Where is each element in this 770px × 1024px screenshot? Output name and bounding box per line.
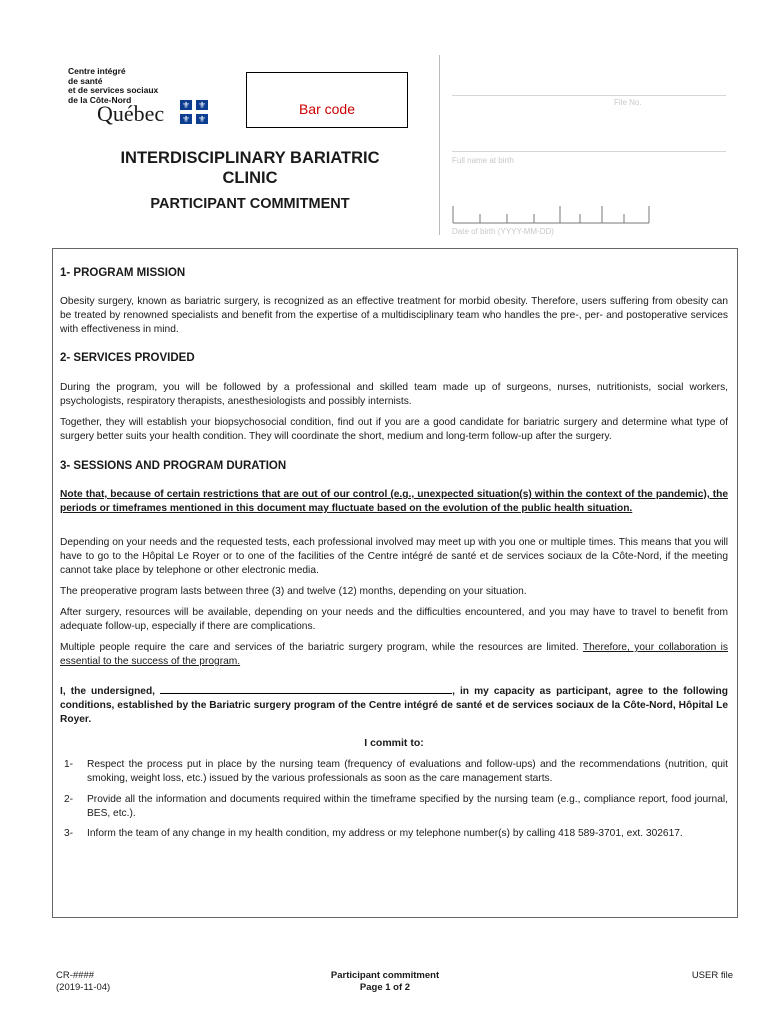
- barcode-box: [246, 72, 408, 128]
- sessions-paragraph: [60, 641, 728, 669]
- organization-name: [68, 67, 158, 105]
- commit-item: Respect the process put in place by the nursing team (frequency of evaluations and follow-ups) and the recommendations (nutrition, quit smoking, weight loss, etc.) issued by the various professionals as soon as the care management starts.: [87, 759, 728, 784]
- collaboration-text: Therefore, your collaboration is essential to the success of the program.: [60, 642, 728, 667]
- logo-line: Centre intégré: [68, 66, 126, 76]
- page-title: INTERDISCIPLINARY BARIATRIC CLINIC: [120, 149, 380, 187]
- logo-line: de la Côte-Nord: [68, 94, 132, 105]
- commit-item: Provide all the information and documents required within the timeframe specified by the nursing team (e.g., compliance report, food journal, BES, etc.).: [87, 794, 728, 819]
- services-paragraph: During the program, you will be followed by a professional and skilled team made up of surgeons, nurses, nutritionists, social workers, psychologists, respiratory therapists, anesthesiologists and possibly internists.: [60, 382, 728, 407]
- sessions-paragraph: The preoperative program lasts between three (3) and twelve (12) months, depending on your situation.: [60, 586, 527, 597]
- full-name-line: [452, 150, 726, 152]
- form-code-number: CR-####: [56, 970, 95, 981]
- file-no-line: [452, 94, 726, 96]
- form-revision-date: (2019-11-04): [56, 982, 111, 993]
- commit-heading: I commit to:: [364, 737, 424, 749]
- section-heading-services: 2- SERVICES PROVIDED: [60, 352, 195, 364]
- commit-item-number: 3-: [64, 828, 74, 839]
- section-heading-sessions: 3- SESSIONS AND PROGRAM DURATION: [60, 460, 287, 472]
- copy-destination: USER file: [691, 970, 733, 981]
- footer-center: [285, 970, 485, 994]
- quebec-flag-icon: ⚜ ⚜ ⚜ ⚜: [181, 100, 207, 124]
- commit-item-number: 1-: [64, 759, 74, 770]
- header-divider: [439, 55, 440, 235]
- undersigned-intro: I, the undersigned,: [60, 686, 161, 697]
- sessions-text: Multiple people require the care and services of the bariatric surgery program, while the resources are limited.: [60, 642, 583, 653]
- logo-line: et de services sociaux: [68, 85, 159, 95]
- file-no-label: File No.: [614, 98, 642, 107]
- date-of-birth-boxes[interactable]: [452, 202, 652, 224]
- mission-paragraph: Obesity surgery, known as bariatric surgery, is recognized as an effective treatment for morbid obesity. Therefore, users suffering from obesity can be treated by renowned specialists and benefit from the expertise of a multidisciplinary team who handles the pre-, per- and postoperative services with effectiveness in mind.: [60, 296, 728, 335]
- quebec-wordmark: Québec: [97, 101, 165, 126]
- sessions-paragraph: After surgery, resources will be available, depending on your needs and the difficulties encountered, and you may have to travel to benefit from adequate follow-up, especially if there are complications.: [60, 607, 728, 632]
- footer-doc-title: Participant commitment: [330, 970, 440, 981]
- page-subtitle: PARTICIPANT COMMITMENT: [150, 196, 350, 212]
- date-of-birth-label: Date of birth (YYYY-MM-DD): [452, 227, 554, 236]
- section-heading-mission: 1- PROGRAM MISSION: [60, 267, 186, 279]
- sessions-paragraph: Depending on your needs and the requested tests, each professional involved may meet up with you one or multiple times. This means that you will have to go to the Hôpital Le Royer or to one of the facilities of the Centre intégré de santé et de services sociaux de la Côte-Nord, if the meeting cannot take place by telephone or other electronic media.: [60, 537, 728, 576]
- participant-name-field[interactable]: [160, 683, 452, 694]
- full-name-label: Full name at birth: [452, 156, 514, 165]
- pandemic-note: Note that, because of certain restrictions that are out of our control (e.g., unexpected situation(s) within the context of the pandemic), the periods or timeframes mentioned in this document may fluctuate based on the evolution of the public health situation.: [60, 489, 728, 514]
- services-paragraph: Together, they will establish your biopsychosocial condition, find out if you are a good candidate for bariatric surgery and determine what type of surgery better suits your health condition. They will coordinate the short, medium and long-term follow-up after the surgery.: [60, 417, 728, 442]
- page-number: Page 1 of 2: [359, 982, 411, 993]
- form-code: [56, 970, 110, 994]
- barcode-label: Bar code: [298, 101, 356, 117]
- undersigned-statement: [60, 683, 728, 727]
- commit-item-number: 2-: [64, 794, 74, 805]
- undersigned-conditions: , in my capacity as participant, agree to the following conditions, established by the Bariatric surgery program of the Centre intégré de santé et de services sociaux de la Côte-Nord, Hôpital Le Royer.: [60, 686, 728, 725]
- commit-item: Inform the team of any change in my health condition, my address or my telephone number(s) by calling 418 589-3701, ext. 302617.: [87, 828, 683, 839]
- logo-line: de santé: [68, 75, 103, 86]
